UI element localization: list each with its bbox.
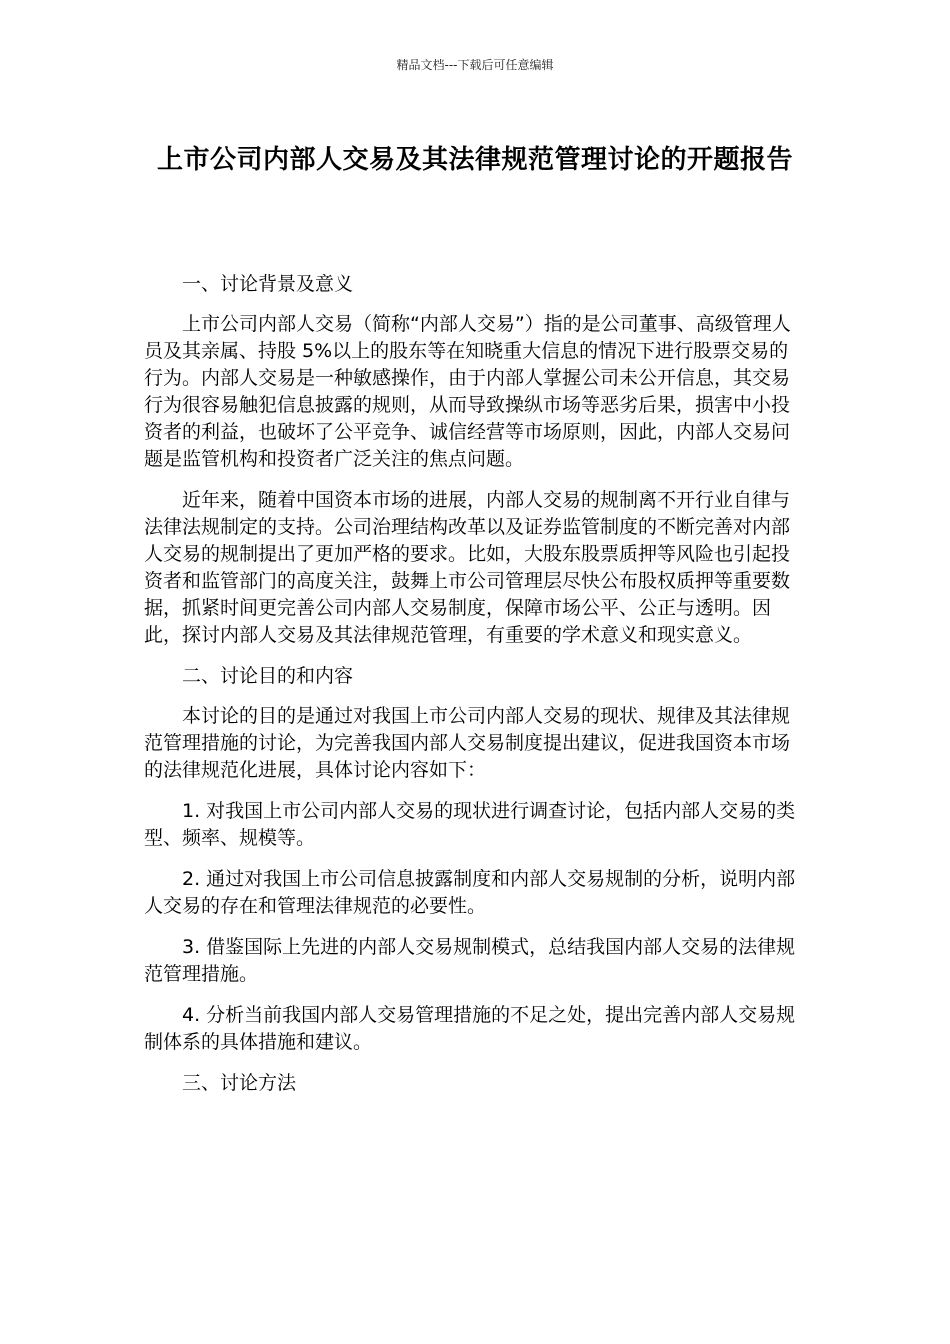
section-3-heading: 三、讨论方法 — [182, 1072, 297, 1094]
section-1-paragraph-2: 近年来，随着中国资本市场的进展，内部人交易的规制离不开行业自律与法律法规制定的支持。公司治理结构改革以及证券监管制度的不断完善对内部人交易的规制提出了更加严格的要求。比如，大股东股票质押等风险也引起投资者和监管部门的高度关注，鼓舞上市公司管理层尽快公布股权质押等重要数据，抓紧时间更完善公司内部人交易制度，保障市场公平、公正与透明。因此，探讨内部人交易及其法律规范管理，有重要的学术意义和现实意义。 — [144, 489, 791, 646]
document-body — [144, 271, 806, 1110]
list-item: 3. 借鉴国际上先进的内部人交易规制模式，总结我国内部人交易的法律规范管理措施。 — [144, 936, 796, 985]
section-2-intro: 本讨论的目的是通过对我国上市公司内部人交易的现状、规律及其法律规范管理措施的讨论，为完善我国内部人交易制度提出建议，促进我国资本市场的法律规范化进展，具体讨论内容如下： — [144, 705, 791, 781]
section-1-heading: 一、讨论背景及意义 — [182, 273, 354, 295]
list-item: 4. 分析当前我国内部人交易管理措施的不足之处，提出完善内部人交易规制体系的具体措施和建议。 — [144, 1004, 796, 1053]
document-title: 上市公司内部人交易及其法律规范管理讨论的开题报告 — [156, 145, 793, 175]
page-header-note: 精品文档---下载后可任意编辑 — [396, 58, 554, 72]
list-item: 2. 通过对我国上市公司信息披露制度和内部人交易规制的分析，说明内部人交易的存在和管理法律规范的必要性。 — [144, 868, 796, 917]
section-2-heading: 二、讨论目的和内容 — [182, 665, 354, 687]
list-item: 1. 对我国上市公司内部人交易的现状进行调查讨论，包括内部人交易的类型、频率、规模等。 — [144, 800, 796, 849]
section-1-paragraph-1: 上市公司内部人交易（简称“内部人交易”）指的是公司董事、高级管理人员及其亲属、持股 5%以上的股东等在知晓重大信息的情况下进行股票交易的行为。内部人交易是一种敏感操作，由于内部人掌握公司未公开信息，其交易行为很容易触犯信息披露的规则，从而导致操纵市场等恶劣后果，损害中小投资者的利益，也破坏了公平竞争、诚信经营等市场原则，因此，内部人交易问题是监管机构和投资者广泛关注的焦点问题。 — [144, 313, 791, 470]
